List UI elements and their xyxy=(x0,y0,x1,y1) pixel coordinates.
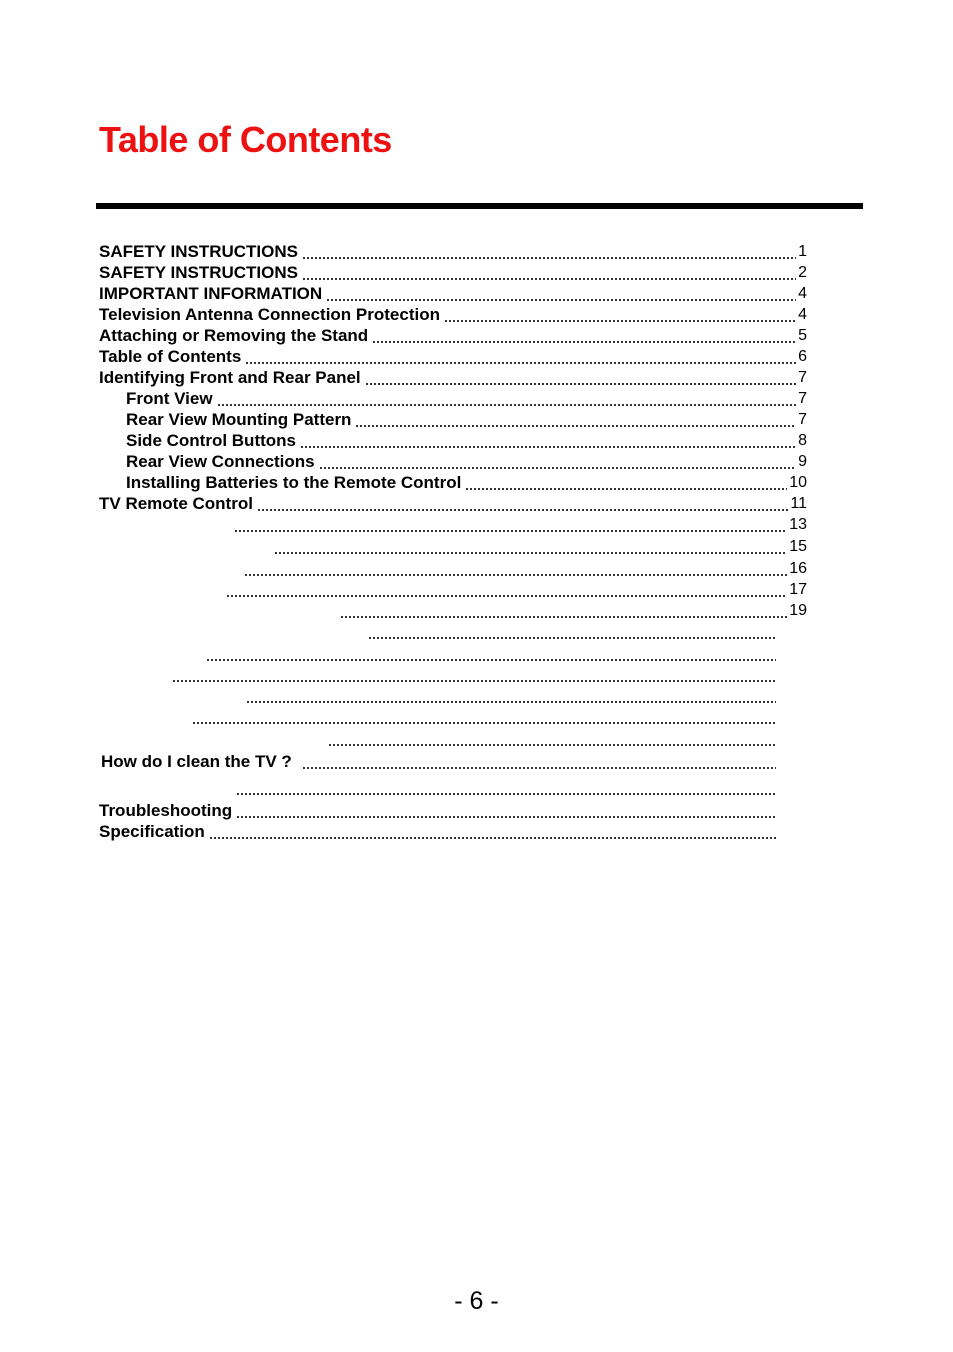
dot-leader xyxy=(302,265,796,281)
dot-leader xyxy=(274,539,787,555)
toc-entry-label: Specification xyxy=(99,822,205,841)
dot-leader xyxy=(300,433,796,449)
toc-entry-label: Rear View Mounting Pattern xyxy=(126,410,352,429)
toc-entry[interactable] xyxy=(99,305,807,325)
dot-leader xyxy=(192,709,776,725)
toc-entry-page: 11 xyxy=(790,495,807,512)
toc-entry-page: 19 xyxy=(789,602,807,619)
dot-leader xyxy=(302,754,776,770)
toc-entry[interactable] xyxy=(99,822,786,842)
toc-entry-page: 10 xyxy=(789,474,807,491)
dot-leader xyxy=(372,328,796,344)
toc-entry[interactable] xyxy=(99,801,786,821)
toc-entry-label: Identifying Front and Rear Panel xyxy=(99,368,361,387)
dot-leader xyxy=(206,646,776,662)
toc-entry-label: How do I clean the TV ? xyxy=(101,752,292,771)
dot-leader xyxy=(340,603,787,619)
toc-entry[interactable] xyxy=(99,347,807,367)
toc-entry-label: TV Remote Control xyxy=(99,494,253,513)
toc-entry-label: SAFETY INSTRUCTIONS xyxy=(99,242,298,261)
dot-leader xyxy=(368,624,776,640)
dot-leader xyxy=(444,307,796,323)
toc-entry[interactable] xyxy=(99,263,807,283)
toc-entry-page: 16 xyxy=(789,560,807,577)
toc-entry[interactable] xyxy=(126,473,807,493)
dot-leader xyxy=(244,561,787,577)
toc-entry[interactable] xyxy=(126,452,807,472)
toc-entry[interactable] xyxy=(99,284,807,304)
dot-leader xyxy=(234,517,787,533)
toc-entry[interactable] xyxy=(324,729,786,749)
toc-entry[interactable] xyxy=(99,326,807,346)
page-number: - 6 - xyxy=(454,1287,499,1315)
toc-entry-page: 4 xyxy=(798,285,807,302)
dot-leader xyxy=(465,475,787,491)
toc-entry[interactable] xyxy=(126,410,807,430)
toc-entry-label: Installing Batteries to the Remote Control xyxy=(126,473,462,492)
toc-entry-label: Television Antenna Connection Protection xyxy=(99,305,440,324)
toc-entry-page: 4 xyxy=(798,306,807,323)
toc-entry-page: 5 xyxy=(798,327,807,344)
page-title: Table of Contents xyxy=(99,119,392,160)
toc-entry-page: 9 xyxy=(798,453,807,470)
toc-entry-page: 7 xyxy=(798,369,807,386)
toc-entry[interactable] xyxy=(336,601,807,621)
dot-leader xyxy=(326,286,796,302)
dot-leader xyxy=(226,582,787,598)
dot-leader xyxy=(365,370,796,386)
dot-leader xyxy=(209,824,776,840)
dot-leader xyxy=(355,412,796,428)
dot-leader xyxy=(328,731,776,747)
dot-leader xyxy=(217,391,797,407)
toc-entry[interactable] xyxy=(270,537,807,557)
toc-entry[interactable] xyxy=(230,515,807,535)
toc-entry-page: 7 xyxy=(798,411,807,428)
toc-entry[interactable] xyxy=(364,622,786,642)
toc-entry-label: Table of Contents xyxy=(99,347,242,366)
toc-entry-page: 2 xyxy=(798,264,807,281)
toc-entry[interactable] xyxy=(126,389,807,409)
toc-entry[interactable] xyxy=(126,431,807,451)
toc-entry-page: 17 xyxy=(789,581,807,598)
toc-entry-page: 1 xyxy=(798,243,807,260)
toc-entry[interactable] xyxy=(168,665,786,685)
toc-entry-label: Attaching or Removing the Stand xyxy=(99,326,369,345)
toc-entry[interactable] xyxy=(99,242,807,262)
toc-entry-label: Rear View Connections xyxy=(126,452,315,471)
toc-entry-label: Front View xyxy=(126,389,213,408)
dot-leader xyxy=(302,244,796,260)
dot-leader xyxy=(245,349,796,365)
toc-entry[interactable] xyxy=(242,686,786,706)
toc-entry[interactable] xyxy=(222,580,807,600)
toc-entry[interactable] xyxy=(202,644,786,664)
toc-entry-label: Troubleshooting xyxy=(99,801,233,820)
toc-entry[interactable] xyxy=(99,368,807,388)
toc-entry-label: Side Control Buttons xyxy=(126,431,296,450)
toc-entry-page: 15 xyxy=(789,538,807,555)
dot-leader xyxy=(236,780,776,796)
toc-entry-page: 13 xyxy=(789,516,807,533)
toc-entry[interactable] xyxy=(101,752,786,772)
toc-entry-page: 8 xyxy=(798,432,807,449)
dot-leader xyxy=(319,454,796,470)
toc-entry[interactable] xyxy=(232,778,786,798)
toc-entry[interactable] xyxy=(240,559,807,579)
toc-entry-page: 6 xyxy=(798,348,807,365)
toc-entry[interactable] xyxy=(99,494,807,514)
dot-leader xyxy=(172,667,776,683)
toc-entry[interactable] xyxy=(188,707,786,727)
toc-entry-label: IMPORTANT INFORMATION xyxy=(99,284,323,303)
dot-leader xyxy=(236,803,776,819)
toc-entry-page: 7 xyxy=(798,390,807,407)
dot-leader xyxy=(246,688,776,704)
toc-entry-label: SAFETY INSTRUCTIONS xyxy=(99,263,298,282)
dot-leader xyxy=(257,496,788,512)
